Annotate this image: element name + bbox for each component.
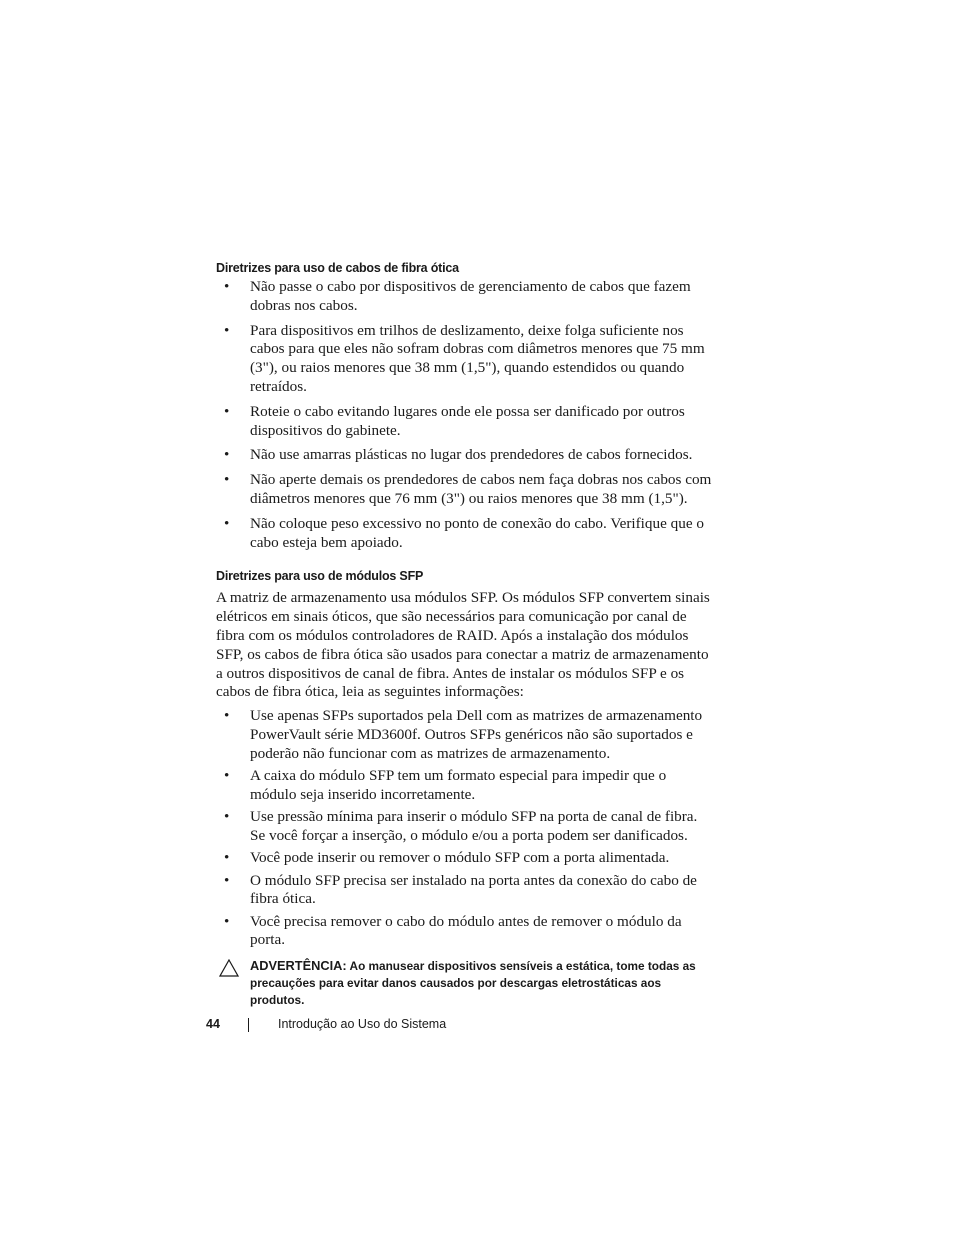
list-item: • Não use amarras plásticas no lugar dos prendedores de cabos fornecidos.: [224, 446, 693, 464]
list-item: • Não coloque peso excessivo no ponto de conexão do cabo. Verifique que o cabo esteja bem apoiado.: [224, 514, 704, 551]
page-content: [216, 258, 716, 1009]
warning-label: ADVERTÊNCIA:: [250, 958, 347, 974]
sfp-guidelines-list: [216, 707, 716, 950]
list-item: • Você pode inserir ou remover o módulo SFP com a porta alimentada.: [224, 849, 670, 867]
bullet: •: [224, 446, 230, 464]
list-item: • O módulo SFP precisa ser instalado na porta antes da conexão do cabo de fibra ótica.: [224, 871, 697, 908]
fiber-cable-guidelines-list: [216, 278, 716, 552]
bullet: •: [224, 808, 230, 826]
section-heading-fiber-cables: Diretrizes para uso de cabos de fibra ótica: [216, 261, 459, 275]
list-item: • Use pressão mínima para inserir o módulo SFP na porta de canal de fibra. Se você forçar a inserção, o módulo e/ou a porta podem ser danificados.: [224, 808, 698, 844]
bullet: •: [224, 849, 230, 867]
bullet: •: [224, 767, 230, 785]
bullet: •: [224, 871, 230, 889]
warning-notice: [216, 957, 716, 1009]
list-item: • Para dispositivos em trilhos de deslizamento, deixe folga suficiente nos cabos para que eles não sofram dobras com diâmetros menores que 75 mm (3"), ou raios menores que 38 mm (1,5"), quando estendidos ou quando retraídos.: [224, 321, 705, 395]
warning-text: Ao manusear dispositivos sensíveis a estática, tome todas as precauções para evitar danos causados por descargas eletrostáticas aos produtos.: [250, 959, 696, 1008]
bullet: •: [224, 707, 230, 725]
bullet: •: [224, 471, 230, 489]
sfp-intro-paragraph: A matriz de armazenamento usa módulos SFP. Os módulos SFP convertem sinais elétricos em sinais óticos, que são necessários para comunicação por canal de fibra com os módulos controladores de RAID. Após a instalação dos módulos SFP, os cabos de fibra ótica são usados para conectar a matriz de armazenamento a outros dispositivos de canal de fibra. Antes de instalar os módulos SFP e os cabos de fibra ótica, leia as seguintes informações:: [216, 589, 710, 701]
warning-triangle-icon: [219, 959, 239, 977]
bullet: •: [224, 278, 230, 295]
page-number: 44: [206, 1017, 220, 1031]
footer-section-title: Introdução ao Uso do Sistema: [278, 1017, 447, 1031]
bullet: •: [224, 402, 230, 420]
bullet: •: [224, 321, 230, 339]
list-item: • Roteie o cabo evitando lugares onde ele possa ser danificado por outros dispositivos do gabinete.: [224, 402, 685, 439]
section-heading-sfp-modules: Diretrizes para uso de módulos SFP: [216, 569, 424, 584]
list-item: • Use apenas SFPs suportados pela Dell com as matrizes de armazenamento PowerVault série MD3600f. Outros SFPs genéricos não são suportados e poderão não funcionar com as matrizes de armazenamento.: [224, 707, 703, 762]
list-item: • Não passe o cabo por dispositivos de gerenciamento de cabos que fazem dobras nos cabos.: [224, 278, 691, 314]
list-item: • Não aperte demais os prendedores de cabos nem faça dobras nos cabos com diâmetros menores que 76 mm (3") ou raios menores que 38 mm (1,5").: [224, 471, 712, 507]
bullet: •: [224, 514, 230, 532]
bullet: •: [224, 912, 230, 930]
footer-divider: [248, 1018, 249, 1032]
list-item: • A caixa do módulo SFP tem um formato especial para impedir que o módulo seja inserido incorretamente.: [224, 767, 667, 803]
list-item: • Você precisa remover o cabo do módulo antes de remover o módulo da porta.: [224, 912, 682, 949]
